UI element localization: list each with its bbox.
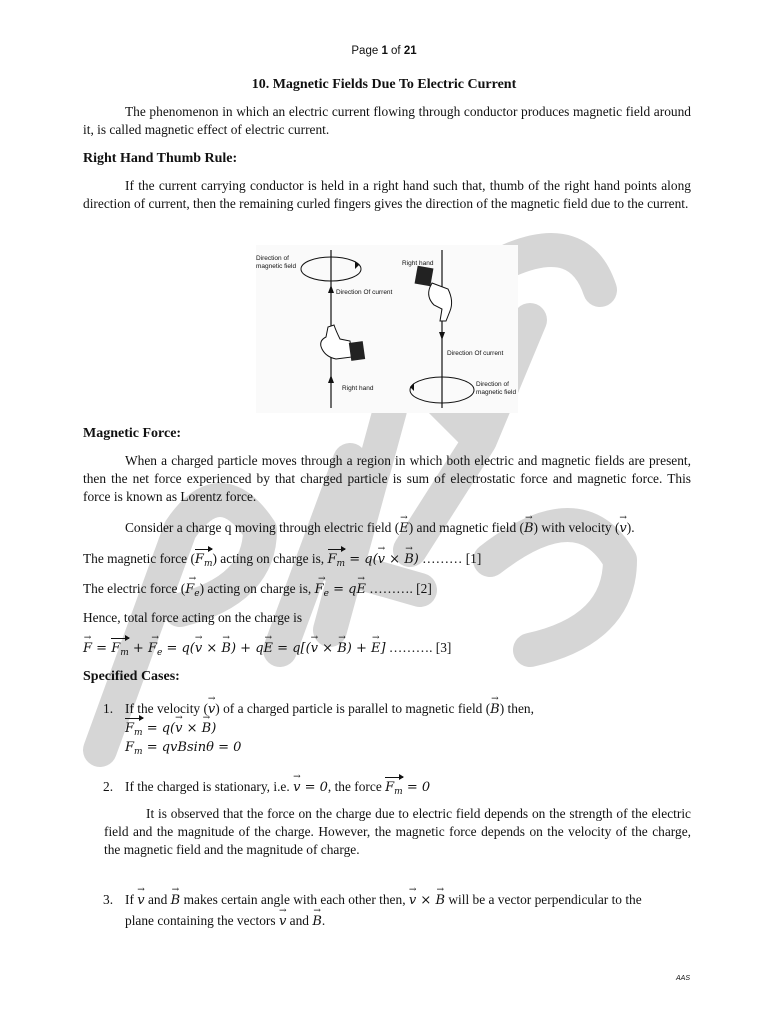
- right-field-label: Direction of magnetic field: [476, 381, 517, 396]
- case-1-number: 1.: [103, 701, 114, 716]
- right-hand-icon: [415, 266, 452, 321]
- right-hand-rule-heading: Right Hand Thumb Rule:: [83, 151, 238, 166]
- case-1-equation-a: $F_m = q(\to v$ × → B): [125, 720, 216, 742]
- right-hand-rule-paragraph: If the current carrying conductor is held in a right hand such that, thumb of the right hand points along direction of current, then the remaining curled fingers gives the direction of the magnetic field due to the current.: [83, 178, 691, 211]
- page-number: Page 1 of 21: [351, 45, 417, 57]
- equation-2: The electric force (→ $F_e$) acting on charge is, → $F_e = q\to E$ ………. [2]: [83, 580, 432, 603]
- right-hand-thumb-rule-figure: [256, 245, 518, 413]
- left-hand-icon: [321, 325, 366, 361]
- case-1-equation-b: $F_m = qvBsin\theta = 0$: [125, 740, 242, 757]
- case-3-text: If → v and → B makes certain angle with each other then, → v × → B will be a vector perpendicular to the: [125, 891, 642, 910]
- case-3-number: 3.: [103, 892, 114, 907]
- right-current-arrow: [439, 332, 445, 340]
- specified-cases-heading: Specified Cases:: [83, 669, 180, 684]
- magnetic-force-paragraph: When a charged particle moves through a region in which both electric and magnetic fields are present, then the net force experienced by that charged particle is sum of electrostatic force and magnetic force. This force is known as Lorentz force.: [83, 453, 691, 504]
- left-hand-label: Right hand: [342, 385, 374, 392]
- document-title: 10. Magnetic Fields Due To Electric Current: [251, 77, 517, 92]
- intro-paragraph: The phenomenon in which an electric current flowing through conductor produces magnetic field around it, is called magnetic effect of electric current.: [83, 104, 691, 137]
- consider-line: Consider a charge q moving through electric field (→ E) and magnetic field (→ B) with velocity (→ v).: [125, 519, 635, 538]
- left-current-label: Direction Of current: [336, 289, 393, 296]
- case-3-text-continued: plane containing the vectors → v and → B.: [125, 912, 325, 931]
- equation-3: → $F = F_m$ + → $F_e = q(\to v$ × → B) + q→ E = q[(→ v × → B) + → E] ………. [3]: [83, 639, 451, 662]
- footer-initials: AAS: [675, 975, 690, 982]
- case-2-number: 2.: [103, 779, 114, 794]
- case-1-text: If the velocity (→ v) of a charged particle is parallel to magnetic field (→ B) then,: [125, 700, 534, 719]
- right-hand-label: Right hand: [402, 260, 434, 267]
- left-current-arrow: [328, 285, 334, 293]
- magnetic-force-heading: Magnetic Force:: [83, 426, 182, 441]
- observed-paragraph: It is observed that the force on the charge due to electric field depends on the strength of the electric field and the magnitude of the charge. However, the magnetic force depends on the velocity of the charge, the magnetic field and the magnitude of charge.: [104, 806, 691, 857]
- right-current-label: Direction Of current: [447, 350, 504, 357]
- case-2-text: If the charged is stationary, i.e. → v = 0, the force $F_m = 0$: [125, 778, 430, 801]
- hence-line: Hence, total force acting on the charge is: [83, 610, 303, 625]
- equation-1: The magnetic force $(F_m)$ acting on charge is, $F_m = q(\to v$ × → B) ……… [1]: [83, 550, 481, 573]
- left-field-label: Direction of magnetic field: [256, 255, 297, 270]
